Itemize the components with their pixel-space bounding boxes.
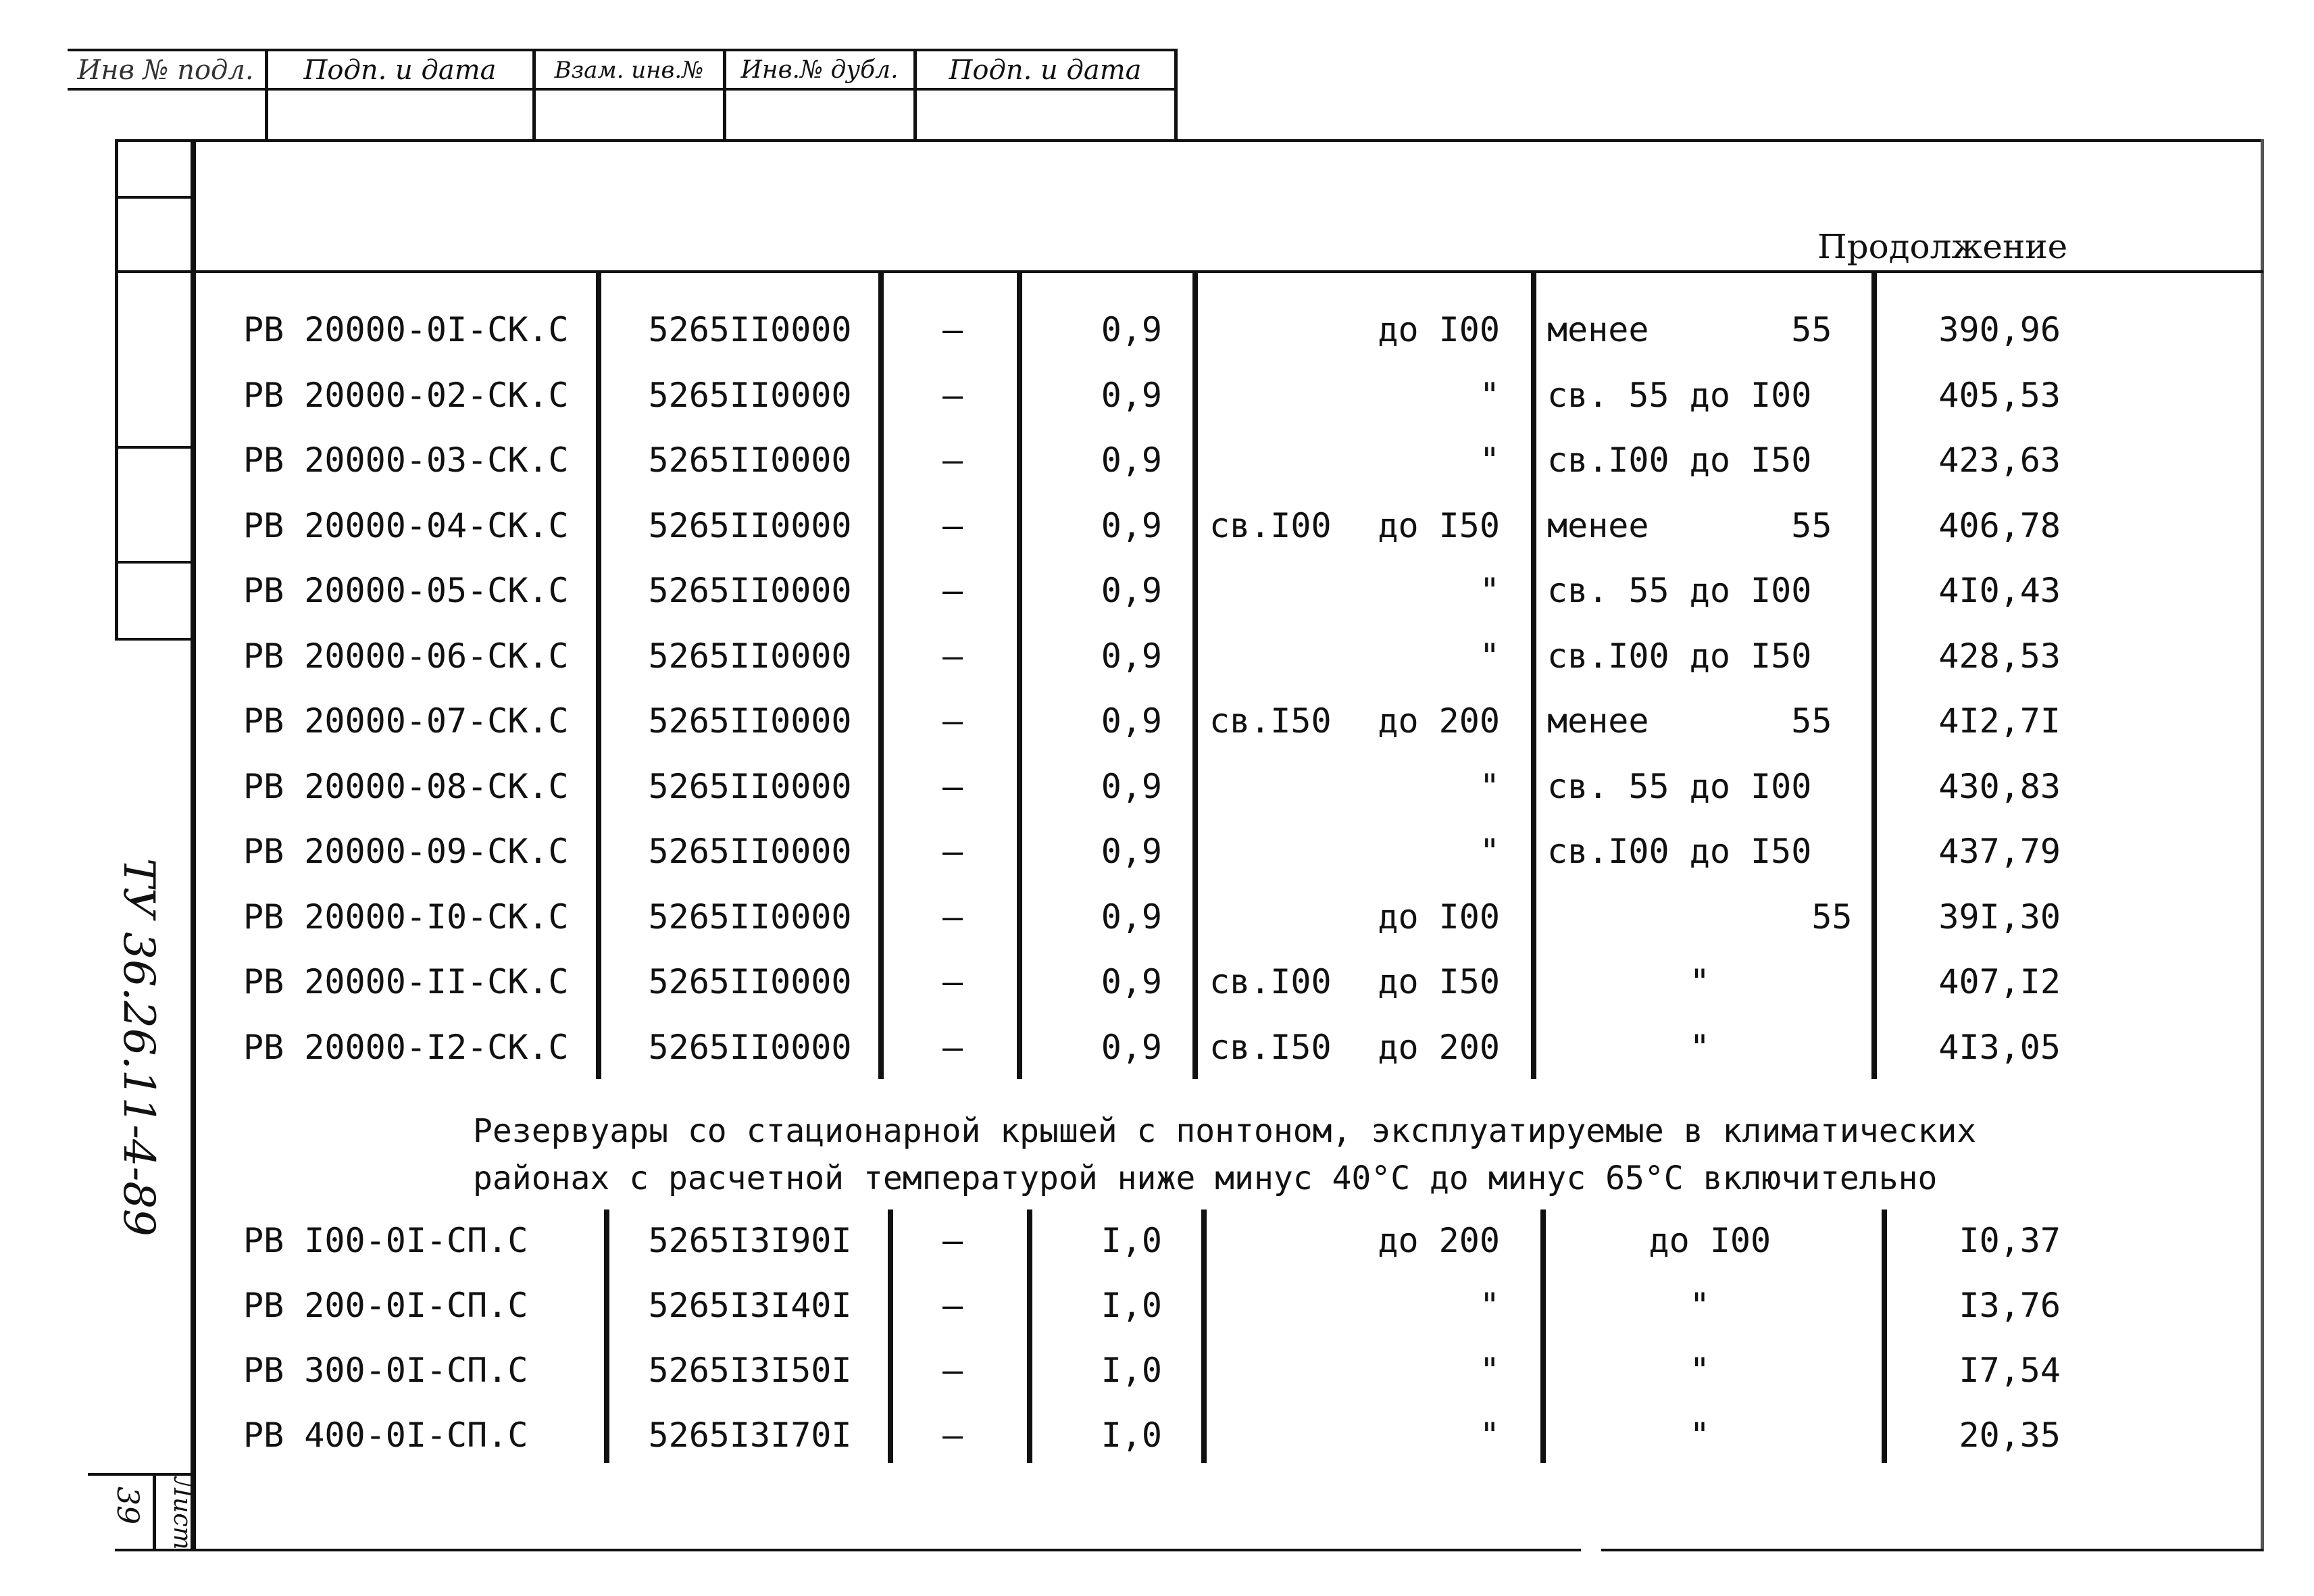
product-code: 5265II0000 <box>648 441 852 480</box>
coefficient: I,0 <box>1101 1416 1162 1455</box>
product-name: РВ 20000-05-СК.С <box>243 571 569 610</box>
table-row <box>0 363 2314 428</box>
product-code: 5265I3I40I <box>648 1286 852 1325</box>
product-code: 5265II0000 <box>648 701 852 741</box>
range-to: " <box>1479 636 1500 676</box>
range-from <box>1209 1208 1331 1273</box>
price: I7,54 <box>1959 1351 2061 1390</box>
product-name: РВ 20000-I0-СК.С <box>243 897 569 937</box>
product-name: РВ 20000-II-СК.С <box>243 962 569 1001</box>
range-to: до I00 <box>1378 310 1500 349</box>
table-header-border <box>115 270 2263 273</box>
coefficient: 0,9 <box>1101 962 1162 1001</box>
sheet-box-border <box>88 1473 193 1476</box>
price: 20,35 <box>1959 1416 2061 1455</box>
price: 4I0,43 <box>1938 571 2061 610</box>
product-name: РВ 400-0I-СП.С <box>243 1416 528 1455</box>
coefficient: 0,9 <box>1101 897 1162 937</box>
range-from <box>1209 819 1331 884</box>
capacity-range: " <box>1547 1416 1710 1455</box>
product-name: РВ 20000-0I-СК.С <box>243 310 569 349</box>
sheet-number: 39 <box>110 1487 145 1524</box>
table-row <box>0 428 2314 493</box>
range-to: " <box>1479 375 1500 415</box>
product-code: 5265II0000 <box>648 766 852 806</box>
price: 4I3,05 <box>1938 1027 2061 1067</box>
product-code: 5265I3I90I <box>648 1221 852 1260</box>
table-row <box>0 1273 2314 1338</box>
stamp-divider <box>532 49 536 142</box>
price: 390,96 <box>1938 310 2061 349</box>
range-from <box>1209 754 1331 819</box>
table-row <box>0 1208 2314 1273</box>
coefficient: 0,9 <box>1101 571 1162 610</box>
range-to: " <box>1479 766 1500 806</box>
frame-bottom-border <box>1601 1549 2263 1551</box>
empty-marker: – <box>942 571 963 610</box>
product-code: 5265II0000 <box>648 962 852 1001</box>
range-to: до 200 <box>1378 1027 1500 1067</box>
capacity-range: св. 55 до I00 <box>1547 571 1812 610</box>
table-row <box>0 624 2314 689</box>
range-to: до 200 <box>1378 1221 1500 1260</box>
table-row <box>0 1015 2314 1080</box>
stamp-divider <box>1174 49 1178 142</box>
price: 423,63 <box>1938 441 2061 480</box>
price: 4I2,7I <box>1938 701 2061 741</box>
table-row <box>0 1338 2314 1403</box>
table-row <box>0 949 2314 1014</box>
table-row <box>0 689 2314 753</box>
stamp-header: Взам. инв.№ <box>554 57 704 84</box>
product-name: РВ 20000-03-СК.С <box>243 441 569 480</box>
capacity-range: св. 55 до I00 <box>1547 766 1812 806</box>
range-from <box>1209 363 1331 428</box>
product-code: 5265I3I70I <box>648 1416 852 1455</box>
product-code: 5265II0000 <box>648 832 852 871</box>
coefficient: 0,9 <box>1101 441 1162 480</box>
capacity-range: св. 55 до I00 <box>1547 375 1812 415</box>
product-name: РВ 20000-04-СК.С <box>243 505 569 545</box>
coefficient: 0,9 <box>1101 636 1162 676</box>
range-from <box>1209 1273 1331 1338</box>
range-to: " <box>1479 441 1500 480</box>
range-from <box>1209 1338 1331 1403</box>
document-number: ТУ 36.26.11-4-89 <box>114 858 164 1237</box>
section-heading-line1: Резервуары со стационарной крышей с понтоном, эксплуатируемые в климатических <box>473 1112 1977 1150</box>
empty-marker: – <box>942 1351 963 1390</box>
price: 428,53 <box>1938 636 2061 676</box>
product-name: РВ I00-0I-СП.С <box>243 1221 528 1260</box>
range-from: св.I50 <box>1209 1027 1332 1067</box>
price: 405,53 <box>1938 375 2061 415</box>
range-to: до I50 <box>1378 505 1500 545</box>
capacity-range: " <box>1547 1286 1710 1325</box>
product-code: 5265II0000 <box>648 571 852 610</box>
stamp-header: Подп. и дата <box>949 55 1142 86</box>
price: 430,83 <box>1938 766 2061 806</box>
product-name: РВ 20000-09-СК.С <box>243 832 569 871</box>
empty-marker: – <box>942 441 963 480</box>
range-to: " <box>1479 832 1500 871</box>
range-from <box>1209 297 1331 362</box>
product-code: 5265II0000 <box>648 375 852 415</box>
range-to: " <box>1479 1416 1500 1455</box>
empty-marker: – <box>942 1286 963 1325</box>
range-from: св.I00 <box>1209 505 1332 545</box>
price: I0,37 <box>1959 1221 2061 1260</box>
table-row <box>0 1403 2314 1468</box>
stamp-divider <box>723 49 726 142</box>
table-row <box>0 558 2314 623</box>
product-code: 5265I3I50I <box>648 1351 852 1390</box>
empty-marker: – <box>942 375 963 415</box>
coefficient: 0,9 <box>1101 505 1162 545</box>
capacity-range: менее 55 <box>1547 505 1832 545</box>
product-code: 5265II0000 <box>648 310 852 349</box>
range-to: " <box>1479 571 1500 610</box>
empty-marker: – <box>942 505 963 545</box>
empty-marker: – <box>942 1221 963 1260</box>
capacity-range: менее 55 <box>1547 701 1832 741</box>
range-from <box>1209 624 1331 689</box>
empty-marker: – <box>942 897 963 937</box>
stamp-header: Инв.№ дубл. <box>740 56 899 84</box>
table-row <box>0 819 2314 884</box>
coefficient: I,0 <box>1101 1286 1162 1325</box>
margin-border <box>115 196 193 199</box>
capacity-range: менее 55 <box>1547 310 1832 349</box>
product-name: РВ 20000-02-СК.С <box>243 375 569 415</box>
table-row <box>0 884 2314 949</box>
coefficient: 0,9 <box>1101 766 1162 806</box>
frame-top-border <box>115 139 2263 142</box>
table-row <box>0 493 2314 558</box>
range-to: до I50 <box>1378 962 1500 1001</box>
product-name: РВ 20000-07-СК.С <box>243 701 569 741</box>
range-to: до I00 <box>1378 897 1500 937</box>
range-from <box>1209 558 1331 623</box>
empty-marker: – <box>942 1027 963 1067</box>
range-to: " <box>1479 1286 1500 1325</box>
coefficient: 0,9 <box>1101 310 1162 349</box>
product-code: 5265II0000 <box>648 636 852 676</box>
empty-marker: – <box>942 310 963 349</box>
range-from: св.I50 <box>1209 701 1332 741</box>
section-heading-line2: районах с расчетной температурой ниже минус 40°С до минус 65°С включительно <box>473 1159 1938 1197</box>
product-code: 5265II0000 <box>648 897 852 937</box>
range-from <box>1209 884 1331 949</box>
product-name: РВ 300-0I-СП.С <box>243 1351 528 1390</box>
coefficient: I,0 <box>1101 1351 1162 1390</box>
table-row <box>0 754 2314 819</box>
price: 407,I2 <box>1938 962 2061 1001</box>
coefficient: I,0 <box>1101 1221 1162 1260</box>
coefficient: 0,9 <box>1101 1027 1162 1067</box>
frame-bottom-border <box>115 1549 1581 1551</box>
table-row <box>0 297 2314 362</box>
product-code: 5265II0000 <box>648 1027 852 1067</box>
empty-marker: – <box>942 701 963 741</box>
continuation-label: Продолжение <box>1817 227 2068 266</box>
empty-marker: – <box>942 636 963 676</box>
coefficient: 0,9 <box>1101 832 1162 871</box>
range-from <box>1209 1403 1331 1468</box>
product-name: РВ 20000-06-СК.С <box>243 636 569 676</box>
range-from <box>1209 428 1331 493</box>
product-name: РВ 200-0I-СП.С <box>243 1286 528 1325</box>
capacity-range: св.I00 до I50 <box>1547 441 1812 480</box>
range-to: до 200 <box>1378 701 1500 741</box>
range-to: " <box>1479 1351 1500 1390</box>
capacity-range: 55 <box>1547 897 1853 937</box>
capacity-range: " <box>1547 962 1710 1001</box>
stamp-divider <box>265 49 268 142</box>
stamp-header: Инв № подл. <box>77 55 254 86</box>
coefficient: 0,9 <box>1101 375 1162 415</box>
empty-marker: – <box>942 832 963 871</box>
price: 406,78 <box>1938 505 2061 545</box>
empty-marker: – <box>942 962 963 1001</box>
product-name: РВ 20000-08-СК.С <box>243 766 569 806</box>
product-name: РВ 20000-I2-СК.С <box>243 1027 569 1067</box>
empty-marker: – <box>942 1416 963 1455</box>
capacity-range: св.I00 до I50 <box>1547 636 1812 676</box>
range-from: св.I00 <box>1209 962 1332 1001</box>
capacity-range: до I00 <box>1547 1221 1771 1260</box>
stamp-header: Подп. и дата <box>303 55 497 86</box>
coefficient: 0,9 <box>1101 701 1162 741</box>
sheet-label: Лист <box>168 1477 196 1550</box>
sheet-box-border <box>153 1473 156 1551</box>
capacity-range: " <box>1547 1027 1710 1067</box>
empty-marker: – <box>942 766 963 806</box>
price: I3,76 <box>1959 1286 2061 1325</box>
product-code: 5265II0000 <box>648 505 852 545</box>
stamp-divider <box>913 49 917 142</box>
price: 437,79 <box>1938 832 2061 871</box>
price: 39I,30 <box>1938 897 2061 937</box>
capacity-range: " <box>1547 1351 1710 1390</box>
capacity-range: св.I00 до I50 <box>1547 832 1812 871</box>
